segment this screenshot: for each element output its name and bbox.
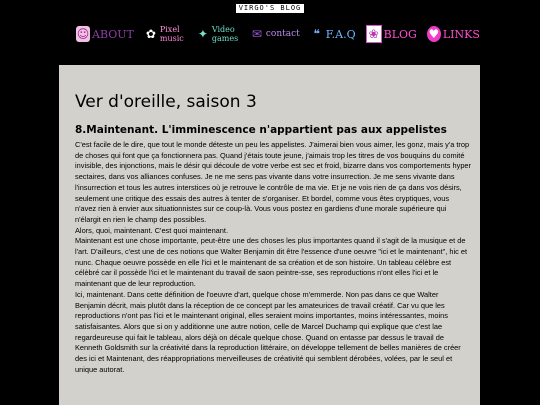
- nav-faq[interactable]: [310, 26, 356, 42]
- nav-label-video-games: Video games: [211, 25, 239, 43]
- nav-about[interactable]: [76, 26, 134, 42]
- post-subtitle: 8.Maintenant. L'imminescence n'appartient pas aux appelistes: [75, 124, 447, 136]
- post-body: [75, 140, 471, 375]
- nav-contact[interactable]: [250, 26, 300, 42]
- site-title: VIRGO'S BLOG: [0, 4, 540, 13]
- nav-links[interactable]: [427, 26, 480, 42]
- post-title: Ver d'oreille, saison 3: [75, 92, 257, 112]
- post-paragraph: Maintenant est une chose importante, peut-être une des choses les plus importantes quand il s'agit de la musique et de l'art. D'ailleurs, c'est une de ces notions que Walter Benjamin dit être l'essence d'une oeuvre "ici et le maintenant", hic et nunc. Chaque oeuvre possède en elle l'ici et le maintenant de sa création et de son histoire. Un tableau célèbre est célèbré car il possède l'ici et le maintenant du travail de saon peintre-sse, ses reproductions n'ont elles l'ici et le maintenant que de leur reproduction.: [75, 236, 468, 289]
- gamepad-icon: ✦: [197, 27, 208, 41]
- nav-blog[interactable]: [366, 25, 417, 43]
- post-paragraph: C'est facile de le dire, que tout le monde déteste un peu les appelistes. J'aimerai bien vous aimer, les gonz, mais y'a trop de choses qui font que ça fonctionnera pas. Quand j'étais toute jeune, j'aimais trop les titres de vos bouquins du comité invisible, des injonctions, mais le désir qui découle de votre verbe est sec et froid, bizarre dans vos comportements hyper sectaires, dans vos alliances confuses. Je ne me sens pas vivante dans votre insurrection. Je me sens vivante dans l'insurrection et tous les autres interstices où je retrouve le contrôle de ma vie. Et je ne vois rien de ça dans vos désirs, seulement une critique des essais des autres à tenter de s'organiser. Et bordel, comme vous êtes cryptiques, vous n'avez rien à envier aux situationnistes sur ce coup-là. Vous vous postez en gardiens d'une morale supérieure qui n'élargit en rien le champ des possibles.: [75, 140, 472, 224]
- flower-icon: ✿: [145, 27, 156, 41]
- nav-label-contact: contact: [265, 29, 300, 39]
- post-paragraph: Ici, maintenant. Dans cette définition de l'oeuvre d'art, quelque chose m'emmerde. Non pas dans ce que Walter Benjamin décrit, mais plutôt dans la réception de ce concept par les amateurices de travail créatif. Car vu que les reproductions n'ont pas l'ici et le maintenant original, elles seraient moins importantes, moins intéressantes, moins satisfaisantes. Alors que si on y additionne une autre notion, celle de Marcel Duchamp qui explique que c'est lae regardeureuse qui fait le tableau, alors déjà on décale quelque chose. Quand on entasse par dessus le travail de Kenneth Goldsmith sur la créativité dans la reproduction littéraire, on développe tellement de belles manières de créer des ici et Maintenant, des réappropriations merveilleuses de créativité qui semblent dérobées, volées, par le seul et unique autorat.: [75, 289, 461, 374]
- speech-bubble-icon: ❝: [313, 27, 320, 41]
- nav-label-blog: BLOG: [383, 27, 417, 41]
- nav-label-links: LINKS: [442, 27, 480, 41]
- nav-label-pixel-music: Pixel music: [159, 25, 184, 43]
- envelope-icon: ✉: [251, 27, 262, 41]
- nav-label-faq: F.A.Q: [325, 27, 356, 41]
- post-paragraph: Alors, quoi, maintenant. C'est quoi maintenant.: [75, 225, 229, 235]
- nav-pixel-music[interactable]: [144, 25, 186, 43]
- heart-icon: ♥: [428, 27, 440, 41]
- main-nav: [76, 20, 480, 48]
- nav-video-games[interactable]: [196, 25, 240, 43]
- nav-label-about: ABOUT: [92, 27, 134, 41]
- girl-face-icon: ☺: [76, 27, 90, 41]
- flower-badge-icon: ❀: [366, 25, 382, 43]
